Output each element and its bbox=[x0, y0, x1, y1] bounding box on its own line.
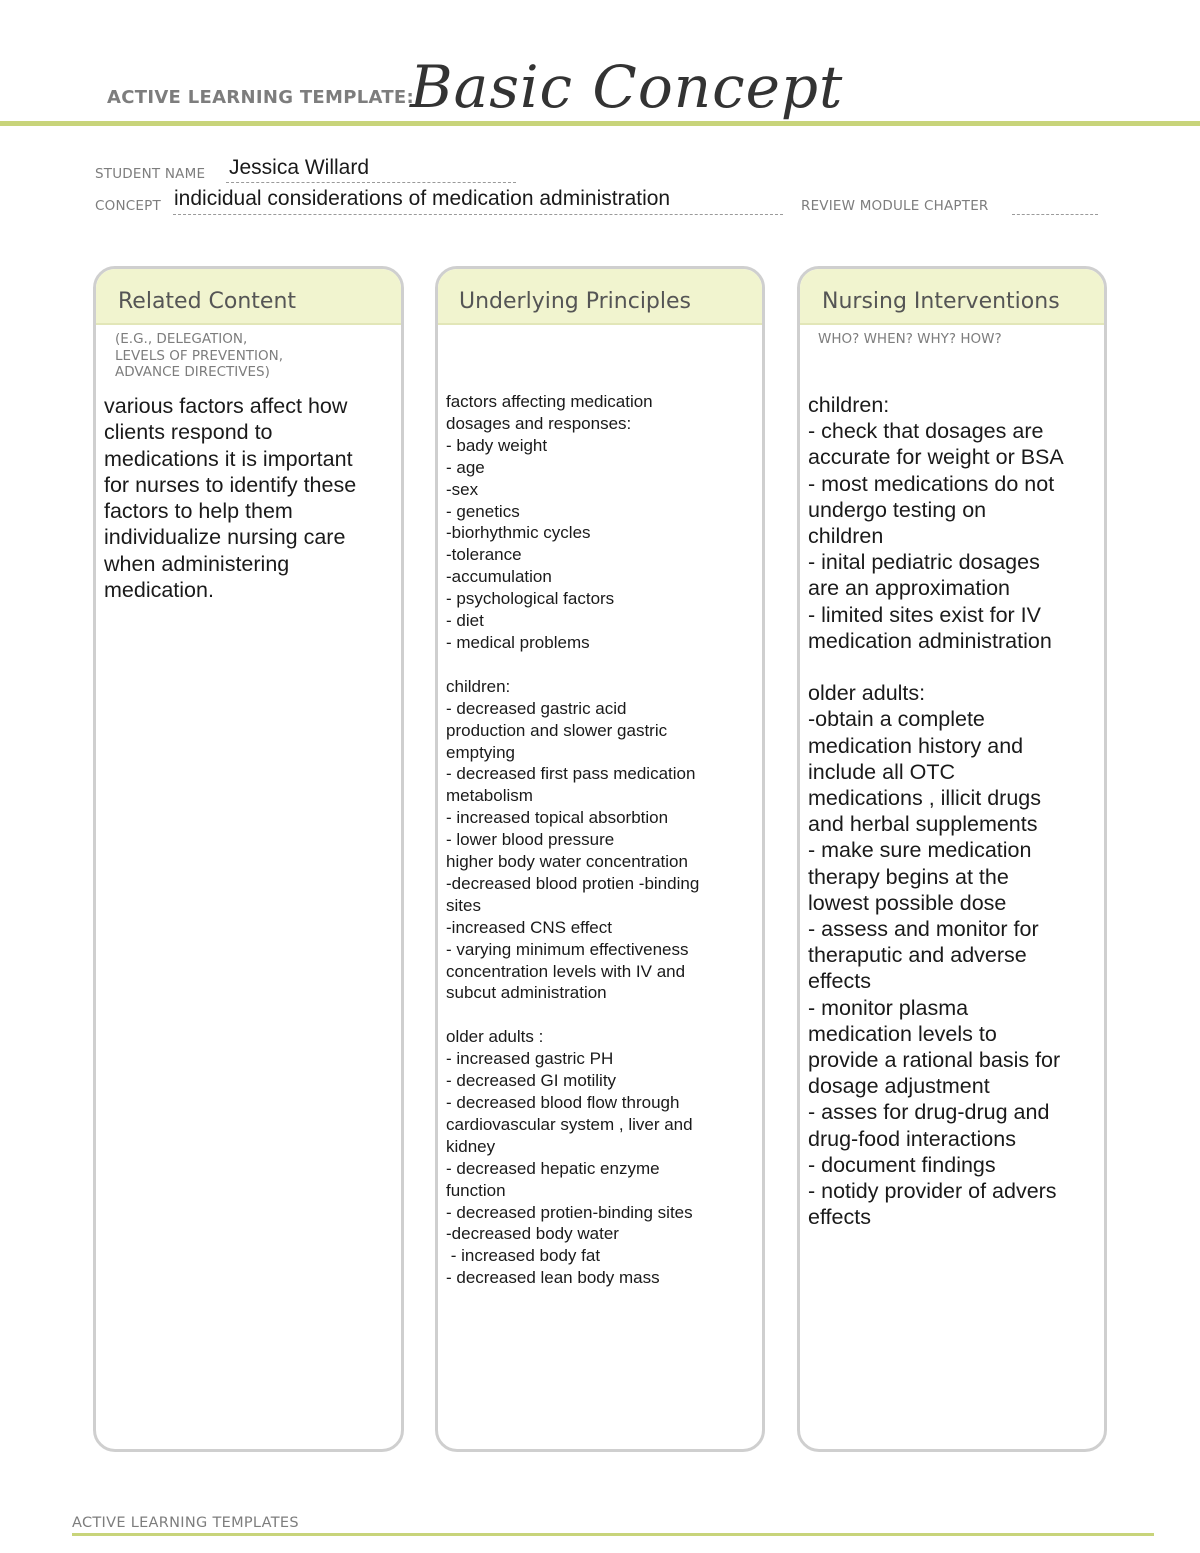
review-module-field[interactable] bbox=[1012, 214, 1098, 215]
page-title: Basic Concept bbox=[410, 53, 844, 121]
underlying-principles-title: Underlying Principles bbox=[459, 289, 691, 314]
nursing-interventions-text[interactable]: children: - check that dosages are accurate for weight or BSA - most medications do not undergo testing on children - inital pediatric dosages are an approximation - limited sites exist for IV medication administration older adults: -obtain a complete medication history and include all OTC medications , illicit drugs and herbal supplements - make sure medication therapy begins at the lowest possible dose - assess and monitor for theraputic and adverse effects - monitor plasma medication levels to provide a rational basis for dosage adjustment - asses for drug-drug and drug-food interactions - document findings - notidy provider of advers effects bbox=[808, 393, 1064, 1230]
concept-field[interactable]: indicidual considerations of medication administration bbox=[174, 187, 671, 210]
nursing-interventions-title: Nursing Interventions bbox=[822, 289, 1060, 314]
student-name-label: STUDENT NAME bbox=[95, 166, 206, 182]
related-content-text[interactable]: various factors affect how clients respond to medications it is important for nurses to identify these factors to help them individualize nursing care when administering medication. bbox=[104, 394, 357, 603]
nursing-interventions-subtitle: WHO? WHEN? WHY? HOW? bbox=[818, 331, 1002, 347]
underlying-principles-panel bbox=[435, 266, 765, 1452]
related-content-panel bbox=[93, 266, 404, 1452]
header-divider bbox=[0, 121, 1200, 126]
concept-line bbox=[173, 214, 783, 215]
student-name-field[interactable]: Jessica Willard bbox=[229, 156, 370, 179]
concept-label: CONCEPT bbox=[95, 198, 161, 214]
footer-label: ACTIVE LEARNING TEMPLATES bbox=[72, 1515, 299, 1531]
related-content-subtitle: (E.G., DELEGATION, LEVELS OF PREVENTION, ADVANCE DIRECTIVES) bbox=[115, 331, 284, 380]
related-content-title: Related Content bbox=[118, 289, 297, 314]
student-name-line bbox=[226, 182, 516, 183]
underlying-principles-text[interactable]: factors affecting medication dosages and responses: - bady weight - age -sex - genetics -biorhythmic cycles -tolerance -accumulation - psychological factors - diet - medical problems children: - decreased gastric acid production and slower gastric emptying - decreased first pass medication metabolism - increased topical absorbtion - lower blood pressure higher body water concentration -decreased blood protien -binding sites -increased CNS effect - varying minimum effectiveness concentration levels with IV and subcut administration older adults : - increased gastric PH - decreased GI motility - decreased blood flow through cardiovascular system , liver and kidney - decreased hepatic enzyme function - decreased protien-binding sites -decreased body water - increased body fat - decreased lean body mass bbox=[446, 392, 700, 1288]
review-module-label: REVIEW MODULE CHAPTER bbox=[801, 198, 989, 214]
nursing-interventions-panel bbox=[797, 266, 1107, 1452]
template-label: ACTIVE LEARNING TEMPLATE: bbox=[107, 87, 414, 108]
footer-divider bbox=[72, 1533, 1154, 1536]
